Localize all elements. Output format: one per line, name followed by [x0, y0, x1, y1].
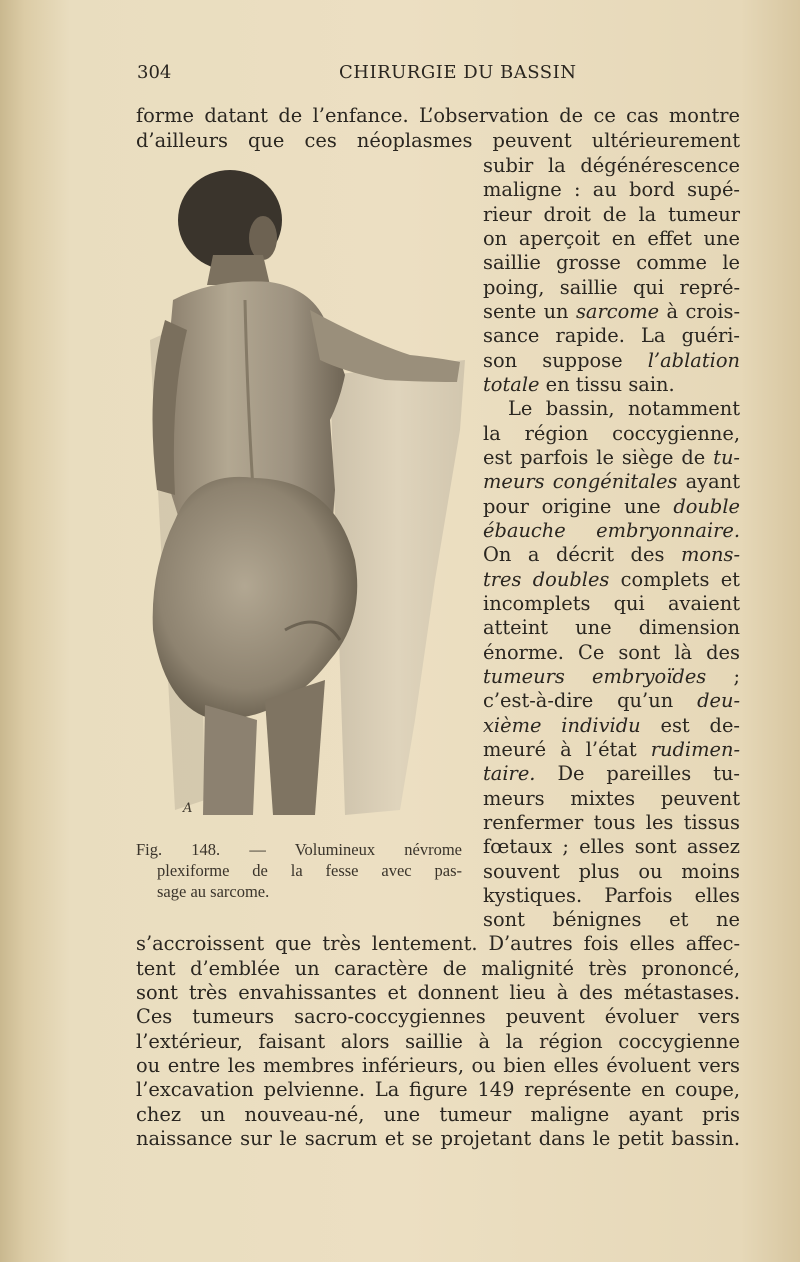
text-line: sente un sarcome à crois-	[483, 300, 740, 323]
text-line: forme datant de l’enfance. L’observation de ce cas montre	[136, 104, 740, 127]
text-line: poing, saillie qui repré-	[483, 276, 740, 299]
text-line: pour origine une double	[483, 495, 740, 518]
text-line: saillie grosse comme le	[483, 251, 740, 274]
engraver-signature: A	[183, 801, 193, 816]
text-line: renfermer tous les tissus	[483, 811, 740, 834]
text-line: l’extérieur, faisant alors saillie à la région coccygienne	[136, 1030, 740, 1053]
text-line: naissance sur le sacrum et se projetant dans le petit bassin.	[136, 1127, 740, 1150]
text-line: totale en tissu sain.	[483, 373, 675, 396]
text-line: c’est-à-dire qu’un deu-	[483, 689, 740, 712]
text-line: Ces tumeurs sacro-coccygiennes peuvent évoluer vers	[136, 1005, 740, 1028]
text-line: la région coccygienne,	[483, 422, 740, 445]
text-line: subir la dégénérescence	[483, 154, 740, 177]
text-line: tumeurs embryoïdes ;	[483, 665, 740, 688]
text-line: son suppose l’ablation	[483, 349, 740, 372]
running-title: CHIRURGIE DU BASSIN	[339, 62, 577, 83]
text-line: sont bénignes et ne	[483, 908, 740, 931]
figure-photo	[135, 160, 470, 830]
text-line: kystiques. Parfois elles	[483, 884, 740, 907]
text-line: sance rapide. La guéri-	[483, 324, 740, 347]
text-line: l’excavation pelvienne. La figure 149 représente en coupe,	[136, 1078, 740, 1101]
text-line: tent d’emblée un caractère de malignité très prononcé,	[136, 957, 740, 980]
text-line: rieur droit de la tumeur	[483, 203, 740, 226]
text-line: incomplets qui avaient	[483, 592, 740, 615]
text-line: atteint une dimension	[483, 616, 740, 639]
text-line: énorme. Ce sont là des	[483, 641, 740, 664]
text-line: ou entre les membres inférieurs, ou bien elles évoluent vers	[136, 1054, 740, 1077]
text-line: xième individu est de-	[483, 714, 740, 737]
text-line: meuré à l’état rudimen-	[483, 738, 740, 761]
text-line: d’ailleurs que ces néoplasmes peuvent ultérieurement	[136, 129, 740, 152]
text-line: taire. De pareilles tu-	[483, 762, 740, 785]
running-header	[137, 62, 737, 88]
text-line: est parfois le siège de tu-	[483, 446, 740, 469]
text-line: meurs mixtes peuvent	[483, 787, 740, 810]
figure-caption-line: Fig. 148. — Volumineux névrome	[136, 840, 462, 859]
figure-caption-line: plexiforme de la fesse avec pas-	[157, 861, 462, 880]
text-line: ébauche embryonnaire.	[483, 519, 740, 542]
text-line: meurs congénitales ayant	[483, 470, 740, 493]
text-line: maligne : au bord supé-	[483, 178, 740, 201]
text-line: s’accroissent que très lentement. D’autres fois elles affec-	[136, 932, 740, 955]
text-line: On a décrit des mons-	[483, 543, 740, 566]
text-line: Le bassin, notamment	[508, 397, 740, 420]
text-line: on aperçoit en effet une	[483, 227, 740, 250]
figure-caption-line: sage au sarcome.	[157, 882, 270, 901]
text-line: tres doubles complets et	[483, 568, 740, 591]
text-line: fœtaux ; elles sont assez	[483, 835, 740, 858]
page-number: 304	[137, 62, 172, 83]
text-line: souvent plus ou moins	[483, 860, 740, 883]
figure-148-illustration	[135, 160, 470, 830]
text-line: sont très envahissantes et donnent lieu à des métastases.	[136, 981, 740, 1004]
text-line: chez un nouveau-né, une tumeur maligne ayant pris	[136, 1103, 740, 1126]
